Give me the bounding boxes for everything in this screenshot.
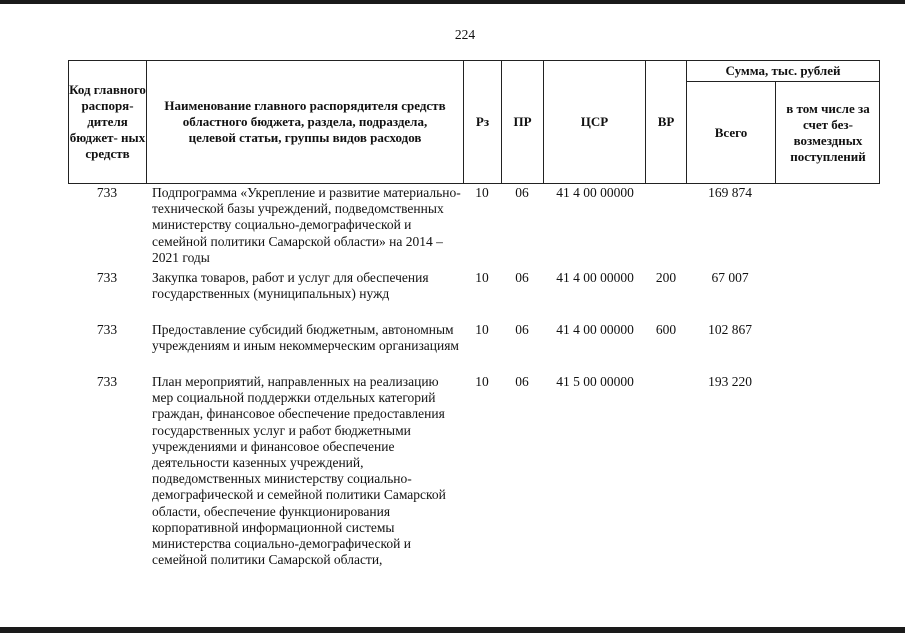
cell-csr: 41 4 00 00000 xyxy=(556,322,634,337)
scan-border-top xyxy=(0,0,905,4)
cell-name: Предоставление субсидий бюджетным, автономным учреждениям и иным некоммерческим организациям xyxy=(152,322,459,354)
cell-total: 102 867 xyxy=(708,322,752,337)
cell-rz: 10 xyxy=(475,322,489,337)
header-sum-group: Сумма, тыс. рублей xyxy=(725,63,841,78)
cell-pr: 06 xyxy=(515,270,529,285)
cell-total: 193 220 xyxy=(708,374,752,389)
cell-code: 733 xyxy=(96,322,118,337)
cell-vr: 200 xyxy=(655,270,677,285)
header-csr: ЦСР xyxy=(580,114,609,129)
cell-code: 733 xyxy=(96,185,118,200)
cell-name: Подпрограмма «Укрепление и развитие материально-технической базы учреждений, подведомственных министерству социально-демографической и семейной политики Самарской области» на 2014 – 2021 годы xyxy=(152,185,461,265)
cell-pr: 06 xyxy=(515,374,529,389)
cell-csr: 41 4 00 00000 xyxy=(556,270,634,285)
header-bottom-border xyxy=(68,183,880,184)
cell-code: 733 xyxy=(96,374,118,389)
cell-vr: 600 xyxy=(655,322,677,337)
cell-csr: 41 4 00 00000 xyxy=(556,185,634,200)
cell-total: 67 007 xyxy=(711,270,749,285)
col-border-code xyxy=(146,60,147,184)
page-number: 224 xyxy=(454,27,476,42)
header-rz-cell: Рз xyxy=(475,114,490,129)
col-border-right xyxy=(879,60,880,184)
cell-csr: 41 5 00 00000 xyxy=(556,374,634,389)
header-vr: ВР xyxy=(657,114,675,129)
cell-rz: 10 xyxy=(475,374,489,389)
scan-border-bottom xyxy=(0,627,905,633)
cell-total: 169 874 xyxy=(708,185,752,200)
cell-rz: 10 xyxy=(475,270,489,285)
cell-pr: 06 xyxy=(515,185,529,200)
cell-name: Закупка товаров, работ и услуг для обеспечения государственных (муниципальных) нужд xyxy=(152,270,429,302)
cell-pr: 06 xyxy=(515,322,529,337)
header-free-receipts: в том числе за счет без- возмездных поступлений xyxy=(786,100,870,164)
col-border-total xyxy=(775,81,776,184)
cell-name: План мероприятий, направленных на реализацию мер социальной поддержки отдельных категорий граждан, финансовое обеспечение предоставления государственных услуг и работ бюджетными учреждениями и финансовое обеспечение деятельности казенных учреждений, подведомственных министерству социально-демографической и семейной политики Самарской области, обеспечение функционирования корпоративной информационной системы министерства социально-демографической и семейной политики Самарской области, xyxy=(152,374,446,568)
header-code: Код главного распоря- дителя бюджет- ных средств xyxy=(69,82,146,161)
header-name: Наименование главного распорядителя средств областного бюджета, раздела, подраздела, целевой статьи, группы видов расходов xyxy=(164,98,446,145)
header-pr: ПР xyxy=(513,114,532,129)
header-total: Всего xyxy=(714,124,748,140)
cell-rz: 10 xyxy=(475,185,489,200)
cell-code: 733 xyxy=(96,270,118,285)
